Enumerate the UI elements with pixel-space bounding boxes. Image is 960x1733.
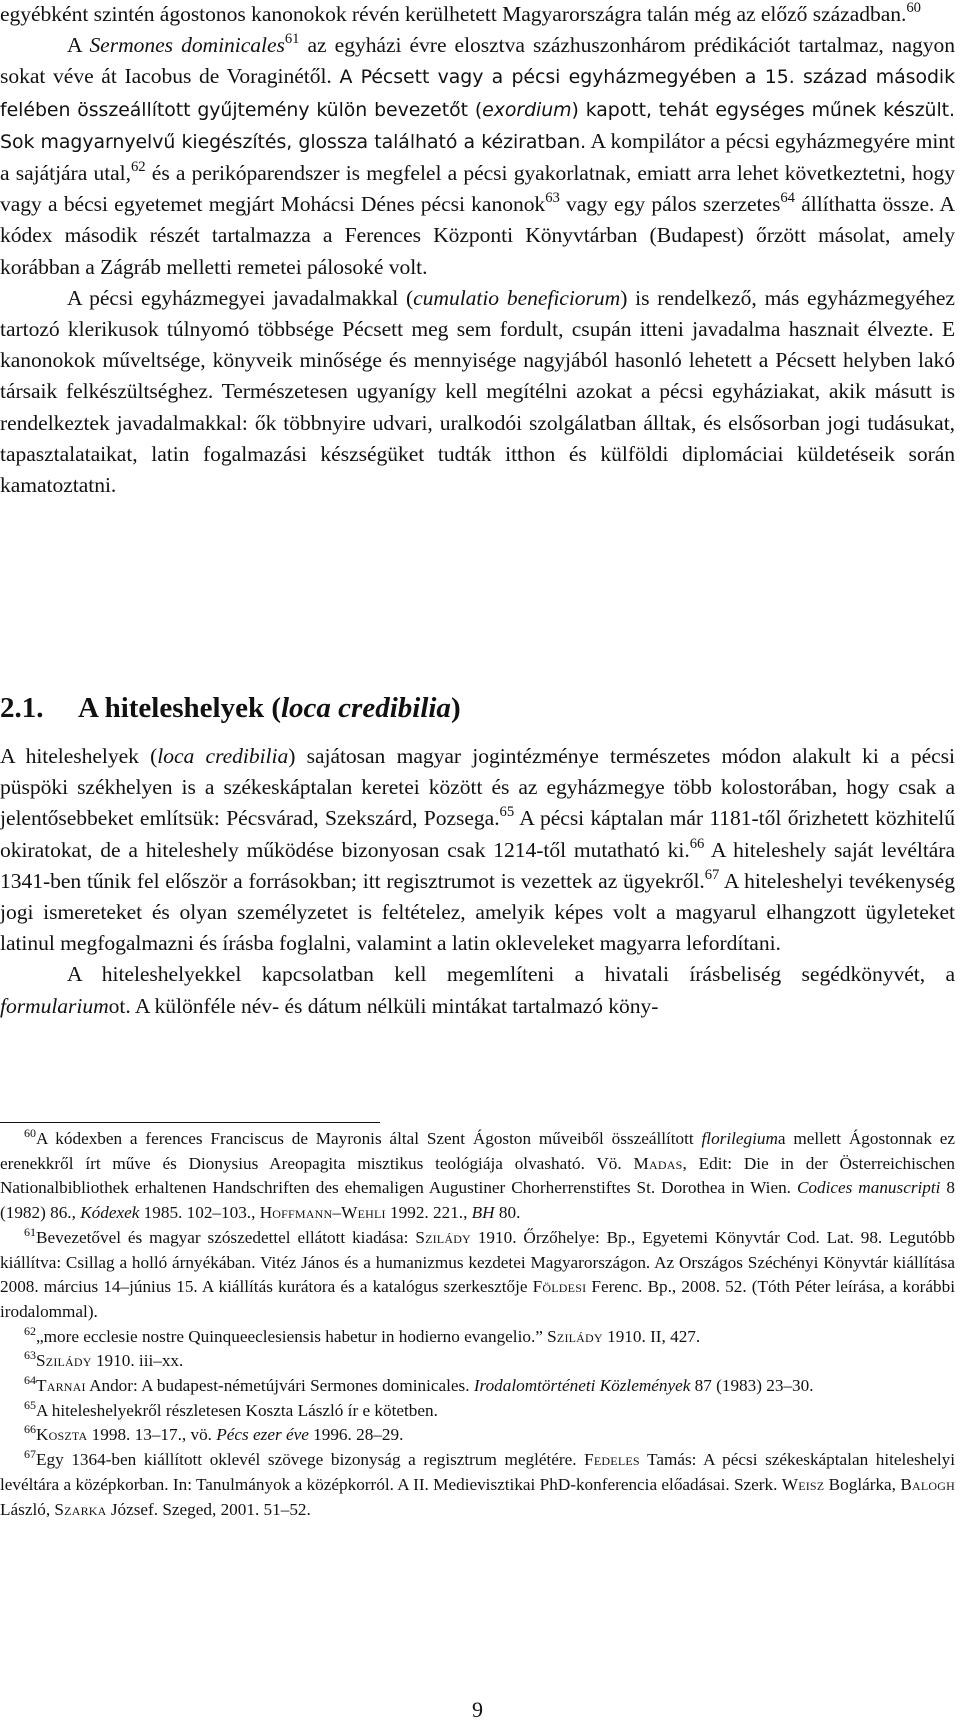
text-run: „more ecclesie nostre Quinqueeclesiensis habetur in hodierno evangelio.” xyxy=(36,1326,548,1346)
section-title: A hiteleshelyek ( xyxy=(78,692,281,724)
text-run: A pécsi egyházmegyei javadalmakkal ( xyxy=(67,285,414,310)
text-run: ) sajátosan magyar jogintézménye természetes módon alakult ki a pécsi püspöki székhelyen is a székeskáptalan keretei között és az egyházmegye több kolostorában, hogy csak a jelentősebbeket említsük: Pécsvárad, Szekszárd, Pozsega. xyxy=(0,744,955,831)
footnote-63 xyxy=(0,1349,955,1374)
footnote-64 xyxy=(0,1374,955,1399)
footnote-60 xyxy=(0,1127,955,1226)
text-run: A kompilátor a pécsi egyházmegyére mint a sajátjára utal, xyxy=(0,128,955,186)
italic-term: formularium xyxy=(0,993,109,1018)
text-run: 1992. 221., xyxy=(385,1203,472,1223)
text-run: , Edit: Die in der Österreichischen Nationalbibliothek erhaltenen Handschriften des ehemaligen Augustiner Chorherrenstiftes St. Dorothea in Wien. xyxy=(0,1153,955,1198)
author-name: Hoffmann–Wehli xyxy=(259,1203,386,1223)
footnote-67 xyxy=(0,1448,955,1522)
author-name: Fedeles xyxy=(584,1450,640,1470)
footnote-61 xyxy=(0,1226,955,1325)
section-heading xyxy=(0,690,955,726)
italic-title: Kódexek xyxy=(80,1203,140,1223)
text-run: 87 (1983) 23–30. xyxy=(690,1376,814,1396)
text-run: ) kapott, tehát egységes műnek készült. Sok magyarnyelvű kiegészítés, glossza található a kéziratban. xyxy=(0,98,955,153)
italic-term: florilegium xyxy=(701,1129,778,1148)
footnote-ref-60[interactable]: 60 xyxy=(906,0,921,17)
footnote-ref-61[interactable]: 61 xyxy=(284,31,300,48)
page-number: 9 xyxy=(472,1697,483,1722)
text-run: József. Szeged, 2001. 51–52. xyxy=(106,1499,311,1519)
footnote-66 xyxy=(0,1423,955,1448)
footnote-number: 66 xyxy=(24,1422,37,1437)
footnote-ref-62[interactable]: 62 xyxy=(130,159,146,176)
italic-term: loca credibilia xyxy=(157,744,289,768)
footnote-number: 65 xyxy=(24,1397,37,1412)
text-run: ) is rendelkező, más egyházmegyéhez tartozó klerikusok túlnyomó többsége Pécsett meg sem fordult, csupán itteni javadalma hasznait élvezte. E kanonokok műveltsége, könyveik minősége és mennyisége nagyjából hasonló lehetett a Pécsett helyben lakó társaik felkészültséghez. Természetesen ugyanígy kell megítélni azokat a pécsi egyháziakat, akik másutt is rendelkeztek javadalmakkal: ők többnyire udvari, uralkodói szolgálatban álltak, és elsősorban jogi tudásukat, tapasztalataikat, latin fogalmazási készségüket tudták itthon és külföldi diplomáciai küldetéseik során kamatoztatni. xyxy=(0,285,955,498)
footnote-62 xyxy=(0,1325,955,1350)
text-run: az egyházi évre elosztva százhuszonhárom prédikációt tartalmaz, nagyon sokat véve át Iacobus de Voraginétől. xyxy=(0,33,956,89)
text-run: Tamás: A pécsi székeskáptalan hiteleshelyi levéltára a középkorban. In: Tanulmányok a középkorról. A II. Medievisztikai PhD-konferencia előadásai. Szerk. xyxy=(0,1450,956,1494)
footnote-number: 67 xyxy=(24,1446,37,1461)
text-run: A xyxy=(67,33,90,58)
section-title-end: ) xyxy=(450,692,461,724)
text-run: Boglárka, xyxy=(824,1474,901,1494)
footnote-number: 64 xyxy=(24,1372,37,1387)
italic-title: Codices manuscripti xyxy=(796,1178,941,1198)
text-run: A Pécsett vagy a pécsi egyházmegyében a 15. század második felében összeállított gyűjtemény külön bevezetőt ( xyxy=(0,66,955,121)
italic-title: Pécs ezer éve xyxy=(216,1425,309,1445)
author-name: Szarka xyxy=(54,1499,107,1519)
author-name: Weisz xyxy=(781,1474,825,1494)
text-run: A hiteleshelyek ( xyxy=(0,744,158,768)
text-run: Egy 1364-ben kiállított oklevél szövege bizonyság a regisztrum meglétére. xyxy=(36,1450,585,1470)
text-run: egyébként szintén ágostonos kanonokok révén kerülhetett Magyarországra talán még az előző században. xyxy=(0,2,907,26)
text-run: Bevezetővel és magyar szószedettel ellátott kiadása: xyxy=(36,1227,416,1247)
footnote-number: 60 xyxy=(24,1125,37,1140)
text-run: 1998. 13–17., vö. xyxy=(87,1425,217,1445)
footnote-separator xyxy=(0,1122,380,1123)
text-run: 1996. 28–29. xyxy=(308,1425,404,1445)
footnote-65 xyxy=(0,1399,955,1424)
paragraph-sermones xyxy=(0,30,955,283)
section-title-italic: loca credibilia xyxy=(281,692,451,724)
text-run: vagy egy pálos szerzetes xyxy=(559,192,781,217)
text-run: 80. xyxy=(494,1203,521,1223)
text-run: Andor: A budapest-németújvári Sermones dominicales. xyxy=(85,1376,474,1396)
footnote-ref-64[interactable]: 64 xyxy=(780,190,795,207)
text-run: ot. A különféle név- és dátum nélküli mintákat tartalmazó köny- xyxy=(108,993,659,1018)
text-run: Ferenc. Bp., 2008. 52. (Tóth Péter leírása, a korábbi irodalommal). xyxy=(0,1277,955,1321)
text-run: és a perikóparendszer is megfelel a pécsi gyakorlatnak, emiatt arra lehet következtetni, hogy vagy a bécsi egyetemet megjárt Mohácsi Dénes pécsi kanonok xyxy=(0,161,955,217)
text-run: állíthatta össze. A kódex második részét tartalmazza a Ferences Központi Könyvtárban (Budapest) őrzött másolat, amely korábban a Zágráb melletti remetei pálosoké volt. xyxy=(0,192,955,279)
footnote-ref-63[interactable]: 63 xyxy=(545,190,560,207)
text-run: A hiteleshelyekkel kapcsolatban kell megemlíteni a hivatali írásbeliség segédkönyvét, a xyxy=(67,962,955,987)
text-run: 1985. 102–103., xyxy=(139,1203,260,1223)
text-run: A hiteleshelyekről részletesen Koszta László ír e kötetben. xyxy=(36,1400,438,1420)
footnote-number: 63 xyxy=(24,1348,37,1363)
text-run: A hiteleshelyi tevékenység jogi ismereteket és olyan személyzetet is feltételez, amelyik képes volt a magyarul elhangzott ügyleteket latinul megfogalmazni és írásba foglalni, valamint a latin okleveleket magyarra lefordítani. xyxy=(0,868,955,956)
text-run: László, xyxy=(0,1499,55,1519)
body-text-top xyxy=(0,0,955,501)
text-run: a mellett Ágostonnak ez erenekkről írt műve és Dionysius Areopagita misztikus teológiája olvasható. Vö. xyxy=(0,1129,956,1173)
text-run: 1910. iii–xx. xyxy=(91,1351,184,1371)
italic-title: BH xyxy=(471,1203,495,1223)
footnote-number: 62 xyxy=(24,1323,37,1338)
text-run: A kódexben a ferences Franciscus de Mayronis által Szent Ágoston műveiből összeállított xyxy=(36,1129,702,1148)
author-name: Balogh xyxy=(900,1474,955,1494)
text-run: 1910. Őrzőhelye: Bp., Egyetemi Könyvtár Cod. Lat. 98. Legutóbb kiállítva: Csillag a holló árnyékában. Vitéz János és a humanizmus kezdetei Magyarországon. Az Országos Széchényi Könyvtár kiállítása 2008. március 14–június 15. A kiállítás kurátora és a katalógus szerkesztője xyxy=(0,1227,955,1297)
footnote-ref-66[interactable]: 66 xyxy=(689,835,705,852)
section-number: 2.1. xyxy=(0,692,44,724)
paragraph-hiteleshelyek xyxy=(0,741,955,959)
author-name: Koszta xyxy=(36,1425,88,1445)
author-name: Szilády xyxy=(36,1351,92,1371)
italic-term: exordium xyxy=(482,98,572,121)
paragraph-formularium xyxy=(0,959,955,1021)
text-run: A hiteleshely saját levéltára 1341-ben tűnik fel először a forrásokban; itt regisztrumot is vezettek az ügyekről. xyxy=(0,837,955,893)
paragraph-javadalmak xyxy=(0,283,955,501)
author-name: Tarnai xyxy=(36,1376,86,1396)
body-text-section xyxy=(0,741,955,1022)
footnote-ref-67[interactable]: 67 xyxy=(704,867,720,883)
italic-term: cumulatio beneficiorum xyxy=(413,285,621,310)
footnote-ref-65[interactable]: 65 xyxy=(499,804,515,821)
footnote-number: 61 xyxy=(24,1224,37,1239)
author-name: Madas xyxy=(633,1153,683,1173)
italic-title: Irodalomtörténeti Közlemények xyxy=(473,1376,691,1396)
author-name: Földesi xyxy=(532,1277,587,1297)
paragraph-continuation xyxy=(0,0,955,30)
author-name: Szilády xyxy=(415,1227,471,1247)
text-run: 8 (1982) 86., xyxy=(0,1178,956,1223)
author-name: Szilády xyxy=(547,1326,603,1346)
footnotes xyxy=(0,1127,955,1522)
text-run: 1910. II, 427. xyxy=(602,1326,701,1346)
italic-title: Sermones dominicales xyxy=(89,33,285,58)
text-run: A pécsi káptalan már 1181-től őrizhetett közhitelű okiratokat, de a hiteleshely működése bizonyosan csak 1214-től mutatható ki. xyxy=(0,806,955,862)
